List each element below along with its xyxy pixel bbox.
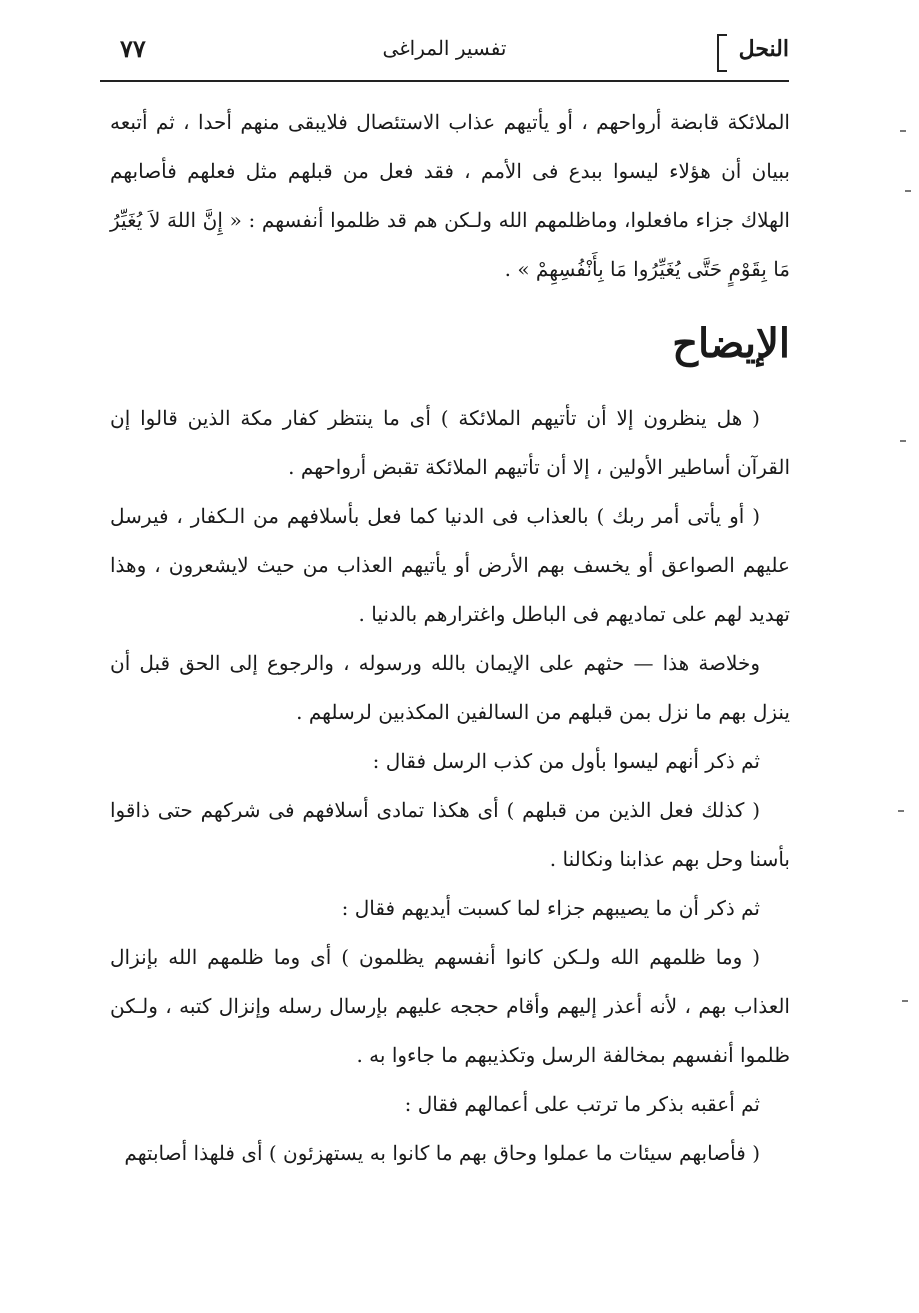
page-body: [110, 98, 790, 1178]
intro-paragraph: الملائكة قابضة أرواحهم ، أو يأتيهم عذاب الاستئصال فلايبقى منهم أحدا ، ثم أتبعه ببيان أن هؤلاء ليسوا ببدع فى الأمم ، فقد فعل من قبلهم مثل فعلهم فأصابهم الهلاك جزاء مافعلوا، وماظلمهم الله ولـكن هم قد ظلموا أنفسهم : « إِنَّ اللهَ لاَ يُغَيِّرُ مَا بِقَوْمٍ حَتَّى يُغَيِّرُوا مَا بِأَنْفُسِهِمْ » .: [110, 110, 790, 281]
paragraph: ( وما ظلمهم الله ولـكن كانوا أنفسهم يظلمون ) أى وما ظلمهم الله بإنزال العذاب بهم ، لأنه أعذر إليهم وأقام حججه عليهم بإرسال رسله وإنزال كتبه ، ولـكن ظلموا أنفسهم بمخالفة الرسل وتكذيبهم ما جاءوا به .: [110, 945, 790, 1067]
margin-mark: [905, 190, 911, 192]
paragraph: ( هل ينظرون إلا أن تأتيهم الملائكة ) أى ما ينتظر كفار مكة الذين قالوا إن القرآن أساطير الأولين ، إلا أن تأتيهم الملائكة تقبض أرواحهم .: [110, 406, 790, 479]
surah-name: النحل: [738, 36, 789, 62]
paragraph: ( أو يأتى أمر ربك ) بالعذاب فى الدنيا كما فعل بأسلافهم من الـكفار ، فيرسل عليهم الصواعق أو يخسف بهم الأرض أو يأتيهم العذاب من حيث لايشعرون ، وهذا تهديد لهم على تماديهم فى الباطل واغترارهم بالدنيا .: [110, 504, 790, 626]
margin-mark: [900, 130, 906, 132]
header-rule: [100, 80, 789, 82]
paragraph: ( كذلك فعل الذين من قبلهم ) أى هكذا تمادى أسلافهم فى شركهم حتى ذاقوا بأسنا وحل بهم عذابنا ونكالنا .: [110, 798, 790, 871]
paragraph: ثم ذكر أن ما يصيبهم جزاء لما كسبت أيديهم فقال :: [341, 896, 760, 920]
margin-mark: [902, 1000, 908, 1002]
paragraph: وخلاصة هذا — حثهم على الإيمان بالله ورسوله ، والرجوع إلى الحق قبل أن ينزل بهم ما نزل بمن قبلهم من السالفين المكذبين لرسلهم .: [110, 651, 790, 724]
paragraph: ثم ذكر أنهم ليسوا بأول من كذب الرسل فقال :: [372, 749, 760, 773]
page-number: ٧٧: [120, 34, 146, 63]
margin-mark: [900, 440, 906, 442]
paragraph: ( فأصابهم سيئات ما عملوا وحاق بهم ما كانوا به يستهزئون ) أى فلهذا أصابتهم: [124, 1141, 760, 1165]
page-header: [100, 30, 789, 86]
margin-mark: [898, 810, 904, 812]
paragraph: ثم أعقبه بذكر ما ترتب على أعمالهم فقال :: [404, 1092, 760, 1116]
book-title: تفسير المراغى: [382, 36, 507, 60]
section-title: الإيضاح: [672, 320, 790, 367]
